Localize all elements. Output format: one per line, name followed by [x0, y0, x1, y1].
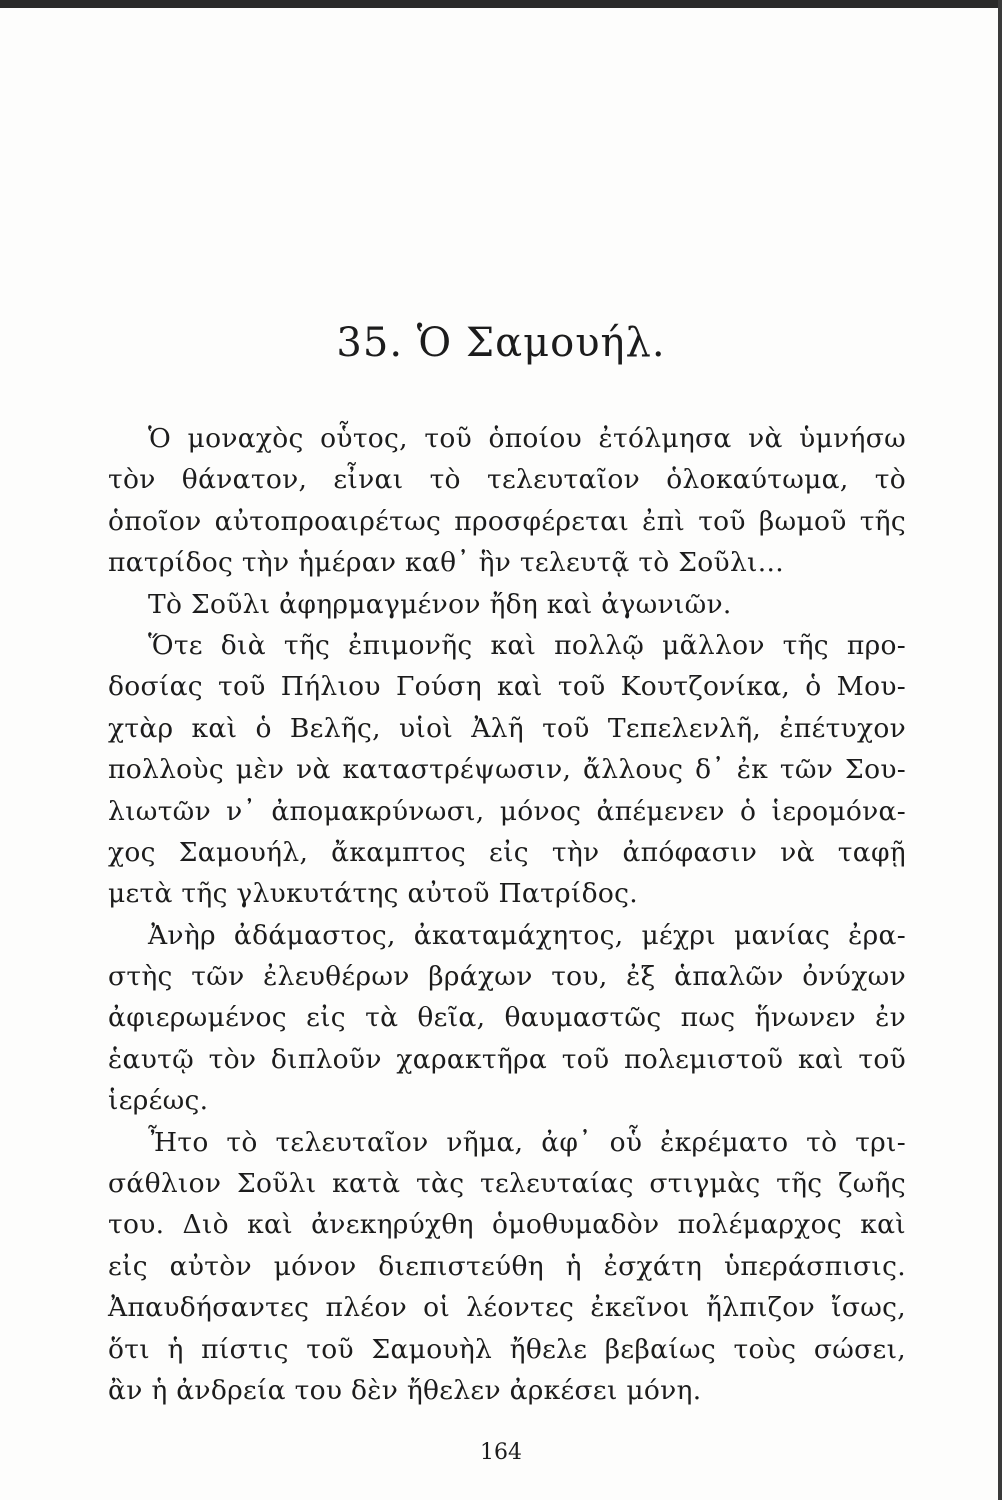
text-line: Ὁ μοναχὸς οὗτος, τοῦ ὁποίου ἐτόλμησα νὰ ὑμνήσω: [148, 423, 906, 454]
paragraph-4: [108, 915, 906, 1122]
text-line: ἑαυτῷ τὸν διπλοῦν χαρακτῆρα τοῦ πολεμιστοῦ καὶ τοῦ: [108, 1043, 906, 1075]
text-line: δοσίας τοῦ Πήλιου Γούση καὶ τοῦ Κουτζονίκα, ὁ Μου-: [108, 671, 906, 703]
text-line: ἂν ἡ ἀνδρεία του δὲν ἤθελεν ἀρκέσει μόνη.: [108, 1374, 702, 1406]
text-line: ὁποῖον αὐτοπροαιρέτως προσφέρεται ἐπὶ τοῦ βωμοῦ τῆς: [108, 505, 906, 537]
scan-top-edge: [0, 0, 1002, 8]
text-line: Ὅτε διὰ τῆς ἐπιμονῆς καὶ πολλῷ μᾶλλον τῆς προ-: [148, 629, 906, 661]
paragraph-3: [108, 625, 906, 915]
text-line: ἱερέως.: [108, 1085, 209, 1117]
text-line: Ἀπαυδήσαντες πλέον οἱ λέοντες ἐκεῖνοι ἤλπιζον ἴσως,: [108, 1292, 906, 1324]
text-line: λιωτῶν ν᾽ ἀπομακρύνωσι, μόνος ἀπέμενεν ὁ ἱερομόνα-: [108, 795, 906, 827]
text-line: εἰς αὐτὸν μόνον διεπιστεύθη ἡ ἐσχάτη ὑπεράσπισις.: [108, 1250, 906, 1282]
scan-right-edge: [998, 0, 1002, 1500]
text-line: Τὸ Σοῦλι ἀφηρμαγμένον ἤδη καὶ ἀγωνιῶν.: [148, 588, 732, 620]
chapter-body: [108, 418, 906, 1411]
text-line: Ἀνὴρ ἀδάμαστος, ἀκαταμάχητος, μέχρι μανίας ἐρα-: [148, 919, 906, 951]
paragraph-1: [108, 418, 906, 584]
text-line: Ἦτο τὸ τελευταῖον νῆμα, ἀφ᾽ οὗ ἐκρέματο τὸ τρι-: [148, 1126, 906, 1158]
paragraph-5: [108, 1122, 906, 1412]
text-line: πατρίδος τὴν ἡμέραν καθ᾽ ἣν τελευτᾷ τὸ Σοῦλι...: [108, 547, 784, 579]
text-line: ὅτι ἡ πίστις τοῦ Σαμουὴλ ἤθελε βεβαίως τοὺς σώσει,: [108, 1333, 906, 1365]
paragraph-2: [108, 584, 906, 625]
text-line: χτὰρ καὶ ὁ Βελῆς, υἱοὶ Ἀλῆ τοῦ Τεπελενλῆ, ἐπέτυχον: [108, 712, 906, 744]
text-line: χος Σαμουήλ, ἄκαμπτος εἰς τὴν ἀπόφασιν νὰ ταφῇ: [108, 836, 906, 868]
text-line: μετὰ τῆς γλυκυτάτης αὐτοῦ Πατρίδος.: [108, 878, 638, 910]
page-number: 164: [480, 1440, 522, 1465]
text-line: σάθλιον Σοῦλι κατὰ τὰς τελευταίας στιγμὰς τῆς ζωῆς: [108, 1168, 906, 1200]
text-line: πολλοὺς μὲν νὰ καταστρέψωσιν, ἄλλους δ᾽ ἐκ τῶν Σου-: [108, 754, 906, 786]
text-line: στὴς τῶν ἐλευθέρων βράχων του, ἐξ ἁπαλῶν ὀνύχων: [108, 961, 906, 993]
text-line: τὸν θάνατον, εἶναι τὸ τελευταῖον ὁλοκαύτωμα, τὸ: [108, 464, 906, 496]
text-line: ἀφιερωμένος εἰς τὰ θεῖα, θαυμαστῶς πως ἥνωνεν ἐν: [108, 1002, 906, 1034]
text-line: του. Διὸ καὶ ἀνεκηρύχθη ὁμοθυμαδὸν πολέμαρχος καὶ: [108, 1209, 906, 1241]
chapter-title: 35. Ὁ Σαμουήλ.: [336, 320, 666, 366]
